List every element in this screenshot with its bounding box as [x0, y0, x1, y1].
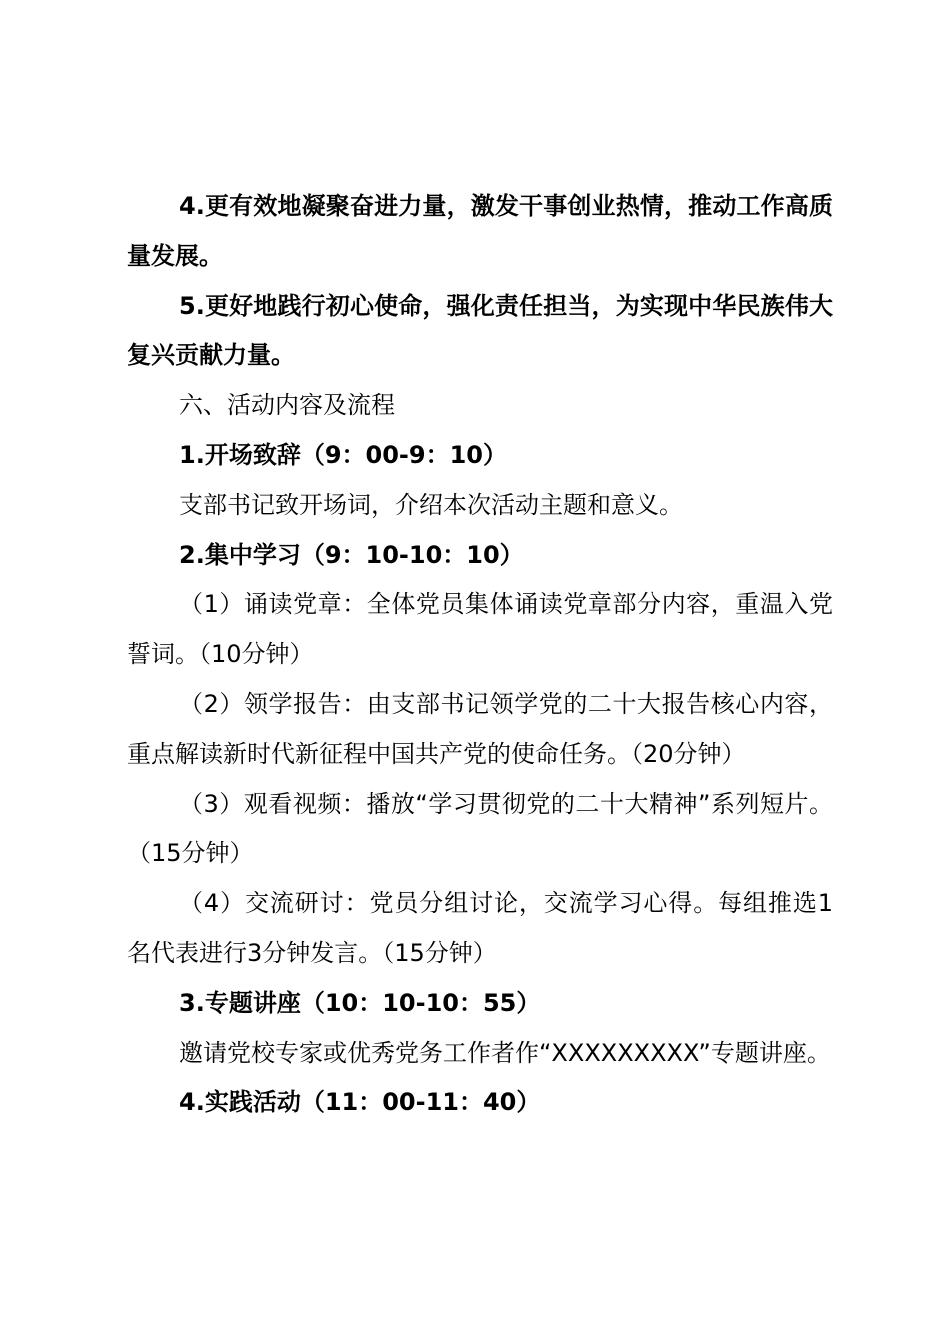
- step-3-body: 邀请党校专家或优秀党务工作者作“XXXXXXXXX”专题讲座。: [179, 1038, 831, 1067]
- goal-4-paragraph: 4.更有效地凝聚奋进力量，激发干事创业热情，推动工作高质量发展。: [127, 192, 833, 270]
- step-2-item-1: （1）诵读党章：全体党员集体诵读党章部分内容，重温入党誓词。（10分钟）: [127, 590, 833, 669]
- step-1-body: 支部书记致开场词，介绍本次活动主题和意义。: [179, 490, 683, 519]
- step-4-heading: 4.实践活动（11：00-11：40）: [179, 1088, 541, 1117]
- section-heading-activity-flow: 六、活动内容及流程: [179, 391, 395, 420]
- step-2-item-3: （3）观看视频：播放“学习贯彻党的二十大精神”系列短片。（15分钟）: [127, 789, 833, 868]
- goal-5-paragraph: 5.更好地践行初心使命，强化责任担当，为实现中华民族伟大复兴贡献力量。: [127, 291, 833, 370]
- step-2-heading: 2.集中学习（9：10-10：10）: [179, 540, 524, 569]
- step-1-heading: 1.开场致辞（9：00-9：10）: [179, 440, 507, 469]
- step-2-item-2: （2）领学报告：由支部书记领学党的二十大报告核心内容，重点解读新时代新征程中国共产党的使命任务。（20分钟）: [127, 689, 833, 768]
- step-2-item-4: （4）交流研讨：党员分组讨论，交流学习心得。每组推选1名代表进行3分钟发言。（15分钟）: [127, 889, 833, 967]
- document-page: [127, 182, 833, 1128]
- step-3-heading: 3.专题讲座（10：10-10：55）: [179, 988, 541, 1017]
